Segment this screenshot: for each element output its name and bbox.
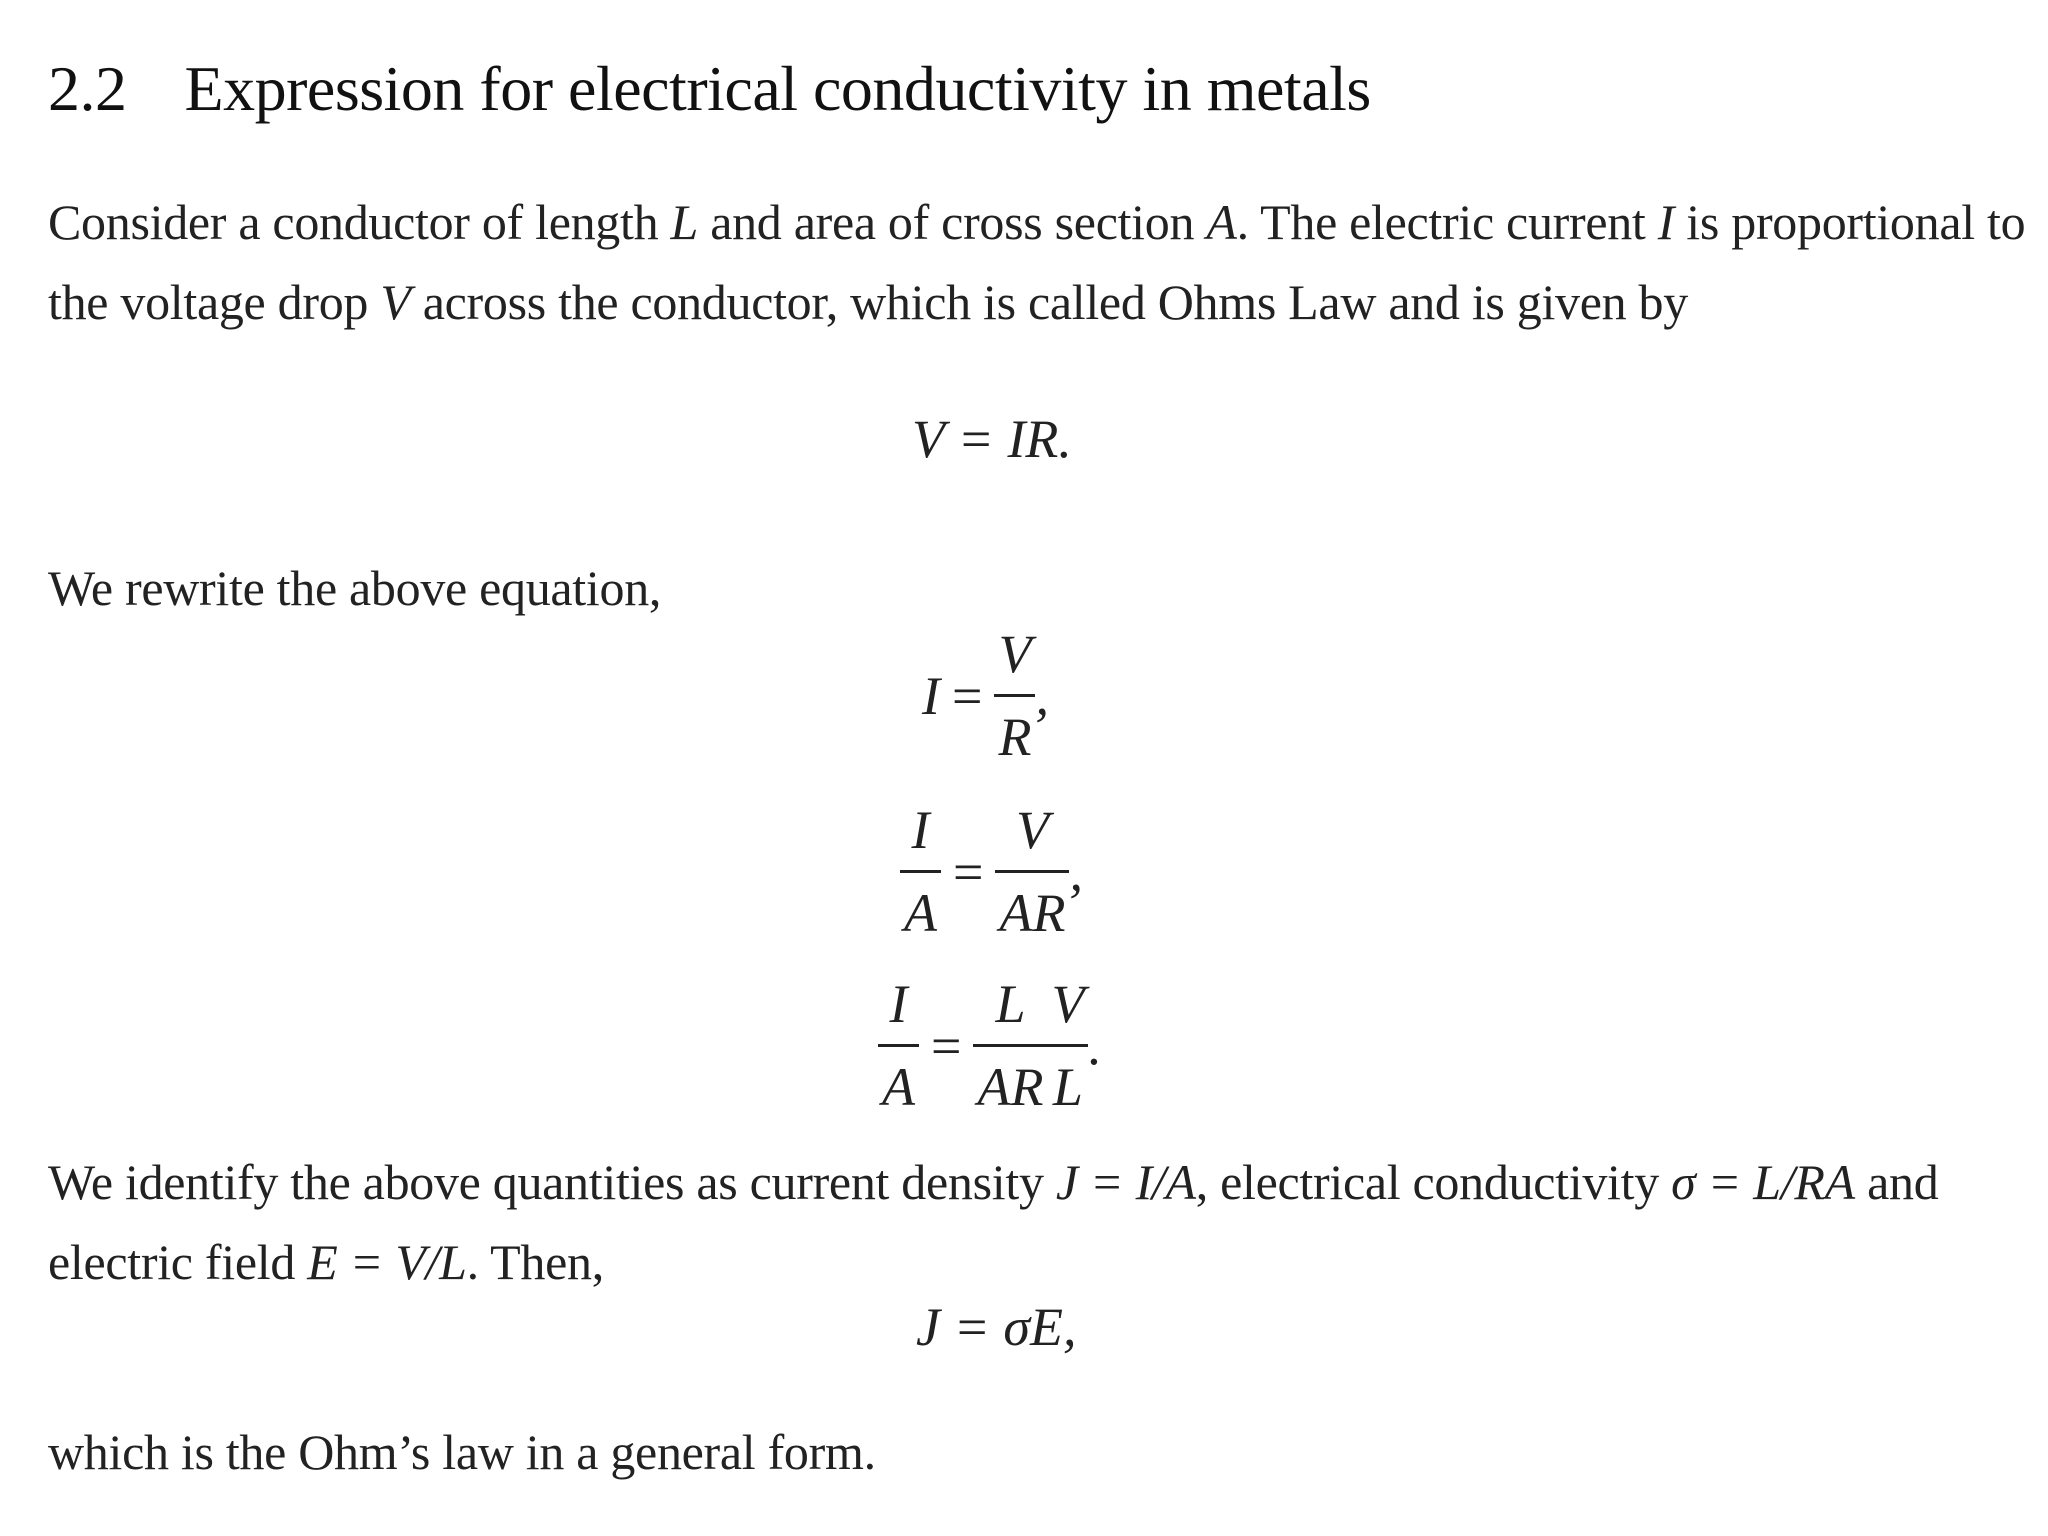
eq3-equals: =	[931, 1015, 962, 1076]
eq3-lhs-denominator: A	[882, 1057, 915, 1117]
eq3-tail: .	[1088, 1015, 1102, 1076]
eq3-numerator-1: L	[973, 964, 1047, 1047]
eq3-rhs-fraction-1	[973, 964, 1047, 1127]
math-conductivity: σ = L/RA	[1671, 1154, 1855, 1210]
equation-2	[900, 790, 1083, 953]
text-run: electric field	[48, 1234, 308, 1290]
paragraph-1-line-2	[48, 262, 1688, 342]
text-run: , electrical conductivity	[1195, 1154, 1672, 1210]
math-var-I: I	[1657, 194, 1675, 250]
math-electric-field: E = V/L	[307, 1234, 467, 1290]
paragraph-4	[48, 1412, 876, 1492]
section-heading	[48, 52, 1371, 126]
text-run: which is the Ohm’s law in a general form.	[48, 1424, 876, 1480]
text-run: We rewrite the above equation,	[48, 560, 662, 616]
text-run: and	[1854, 1154, 1939, 1210]
text-run: across the conductor, which is called Ohms Law and is given by	[410, 274, 1688, 330]
text-run: . The electric current	[1236, 194, 1658, 250]
eq1-tail: ,	[1035, 665, 1049, 726]
text-run: and area of cross section	[698, 194, 1207, 250]
equation-ohms-law	[912, 408, 1072, 470]
equation-3	[878, 964, 1102, 1127]
eq1-denominator: R	[998, 707, 1032, 767]
section-title: Expression for electrical conductivity in metals	[184, 53, 1371, 124]
equation-text: J = σE,	[916, 1297, 1077, 1357]
section-number: 2.2	[48, 53, 127, 124]
eq2-rhs-fraction	[995, 790, 1069, 953]
eq3-rhs-fraction-2	[1047, 964, 1088, 1127]
equation-1	[922, 614, 1049, 777]
eq2-lhs-fraction	[900, 790, 941, 953]
eq2-numerator: V	[995, 790, 1069, 873]
equation-final	[916, 1296, 1077, 1358]
eq3-denominator-1: AR	[977, 1057, 1044, 1117]
eq1-equals: =	[951, 665, 983, 726]
math-var-L: L	[670, 194, 699, 250]
eq2-denominator: AR	[999, 883, 1066, 943]
text-run: is proportional to	[1674, 194, 2026, 250]
paragraph-3-line-2	[48, 1222, 604, 1302]
math-current-density: J = I/A	[1055, 1154, 1196, 1210]
eq3-numerator-2: V	[1047, 964, 1088, 1047]
eq3-denominator-2: L	[1052, 1057, 1083, 1117]
eq2-equals: =	[953, 841, 984, 902]
text-run: . Then,	[466, 1234, 604, 1290]
paragraph-2	[48, 548, 661, 628]
eq1-numerator: V	[994, 614, 1035, 697]
eq2-tail: ,	[1069, 841, 1083, 902]
math-var-A: A	[1206, 194, 1237, 250]
paragraph-3-line-1	[48, 1142, 1938, 1222]
paragraph-1-line-1	[48, 182, 2025, 262]
eq1-lhs: I	[922, 665, 940, 726]
equation-text: V = IR.	[912, 409, 1072, 469]
math-var-V: V	[380, 274, 411, 330]
eq2-lhs-denominator: A	[904, 883, 937, 943]
eq1-fraction	[994, 614, 1035, 777]
text-run: Consider a conductor of length	[48, 194, 671, 250]
text-run: the voltage drop	[48, 274, 381, 330]
text-run: We identify the above quantities as current density	[48, 1154, 1056, 1210]
eq3-lhs-fraction	[878, 964, 919, 1127]
eq3-lhs-numerator: I	[878, 964, 919, 1047]
eq2-lhs-numerator: I	[900, 790, 941, 873]
